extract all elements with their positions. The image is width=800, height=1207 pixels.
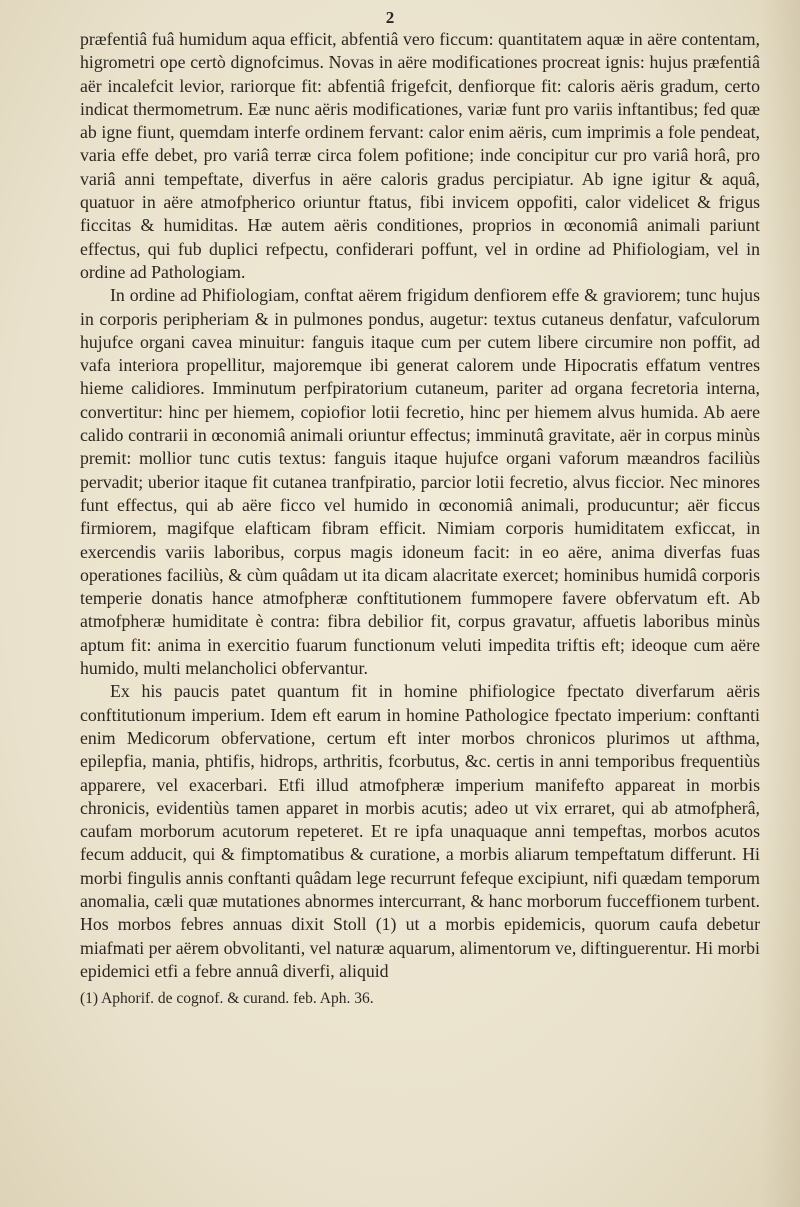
page-edge-shading xyxy=(760,0,800,1207)
footnote: (1) Aphorif. de cognof. & curand. feb. Aph. 36. xyxy=(80,990,374,1008)
paragraph-1: præfentiâ fuâ humidum aqua efficit, abfentiâ vero ficcum: quantitatem aquæ in aëre contentam, higrometri ope certò dignofcimus. Novas in aëre modificationes procreat ignis: hujus præfentiâ aër incalefcit levior, rariorque fit: abfentiâ frigefcit, denfiorque fit: caloris aëris gradum, certo indicat thermometrum. Eæ nunc aëris modificationes, variæ funt pro variis inftantibus; fed quæ ab igne fiunt, quemdam interfe ordinem fervant: calor enim aëris, cum imprimis a fole pendeat, varia effe debet, pro variâ terræ circa folem pofitione; inde concipitur cur pro variâ horâ, pro variâ anni tempeftate, diverfus in aëre caloris gradus percipiatur. Ab igne igitur & aquâ, quatuor in aëre atmofpherico oriuntur ftatus, fibi invicem oppofiti, calor videlicet & frigus ficcitas & humiditas. Hæ autem aëris conditiones, proprios in œconomiâ animali pariunt effectus, qui fub duplici refpectu, confiderari poffunt, vel in ordine ad Phifiologiam, vel in ordine ad Pathologiam. xyxy=(80,29,760,282)
paragraph-2: In ordine ad Phifiologiam, conftat aërem frigidum denfiorem effe & graviorem; tunc hujus in corporis peripheriam & in pulmones pondus, augetur: textus cutaneus denfatur, vafculorum hujufce organi cavea minuitur: fanguis itaque cum per cutem libere circumire non poffit, ad vafa interiora propellitur, majoremque ibi generat calorem unde Hipocratis effatum ventres hieme calidiores. Imminutum perfpiratorium cutaneum, pariter ad organa fecretoria interna, convertitur: hinc per hiemem, copiofior lotii fecretio, hinc per hiemem alvus humida. Ab aere calido contrarii in œconomiâ animali oriuntur effectus; imminutâ gravitate, aër in corpus minùs premit: mollior tunc cutis textus: fanguis itaque hujufce organi vaforum mæandros faciliùs pervadit; uberior itaque fit cutanea tranfpiratio, parcior lotii fecretio, alvus ficcior. Nec minores funt effectus, qui ab aëre ficco vel humido in œconomiâ animali, producuntur; aër ficcus firmiorem, magifque elafticam fibram efficit. Nimiam corporis humiditatem exficcat, in exercendis variis laboribus, corpus magis idoneum facit: in eo aëre, anima diverfas fuas operationes faciliùs, & cùm quâdam ut ita dicam alacritate exercet; hominibus humidâ corporis temperie donatis hance atmofpheræ conftitutionem fummopere favere obfervatum eft. Ab atmofpheræ humiditate è contra: fibra debilior fit, corpus gravatur, affuetis laboribus minùs aptum fit: anima in exercitio fuarum functionum veluti impedita triftis eft; ideoque cum aëre humido, multi melancholici obfervantur. xyxy=(80,285,760,679)
page-number: 2 xyxy=(385,8,395,27)
paragraph-3: Ex his paucis patet quantum fit in homine phifiologice fpectato diverfarum aëris conftitutionum imperium. Idem eft earum in homine Pathologice fpectato imperium: conftanti enim Medicorum obfervatione, certum eft inter morbos chronicos plurimos ut afthma, epilepfia, mania, phtifis, hidrops, arthritis, fcorbutus, &c. certis in anni temporibus frequentiùs apparere, vel exacerbari. Etfi illud atmofpheræ imperium manifefto appareat in morbis chronicis, evidentiùs tamen apparet in morbis acutis; adeo ut vix erraret, qui ab atmofpherâ, caufam morborum acutorum repeteret. Et re ipfa unaquaque anni tempeftas, morbos acutos fecum adducit, qui & fimptomatibus & curatione, a morbis aliarum tempeftatum differunt. Hi morbi fingulis annis conftanti quâdam lege recurrunt fefeque excipiunt, nifi quædam temporum anomalia, cæli quæ mutationes abnormes intercurrant, & hanc morborum fucceffionem turbent. Hos morbos febres annuas dixit Stoll (1) ut a morbis epidemicis, quorum caufa debetur miafmati per aërem obvolitanti, vel naturæ aquarum, alimentorum ve, diftinguerentur. Hi morbi epidemici etfi a febre annuâ diverfi, aliquid xyxy=(80,681,760,981)
